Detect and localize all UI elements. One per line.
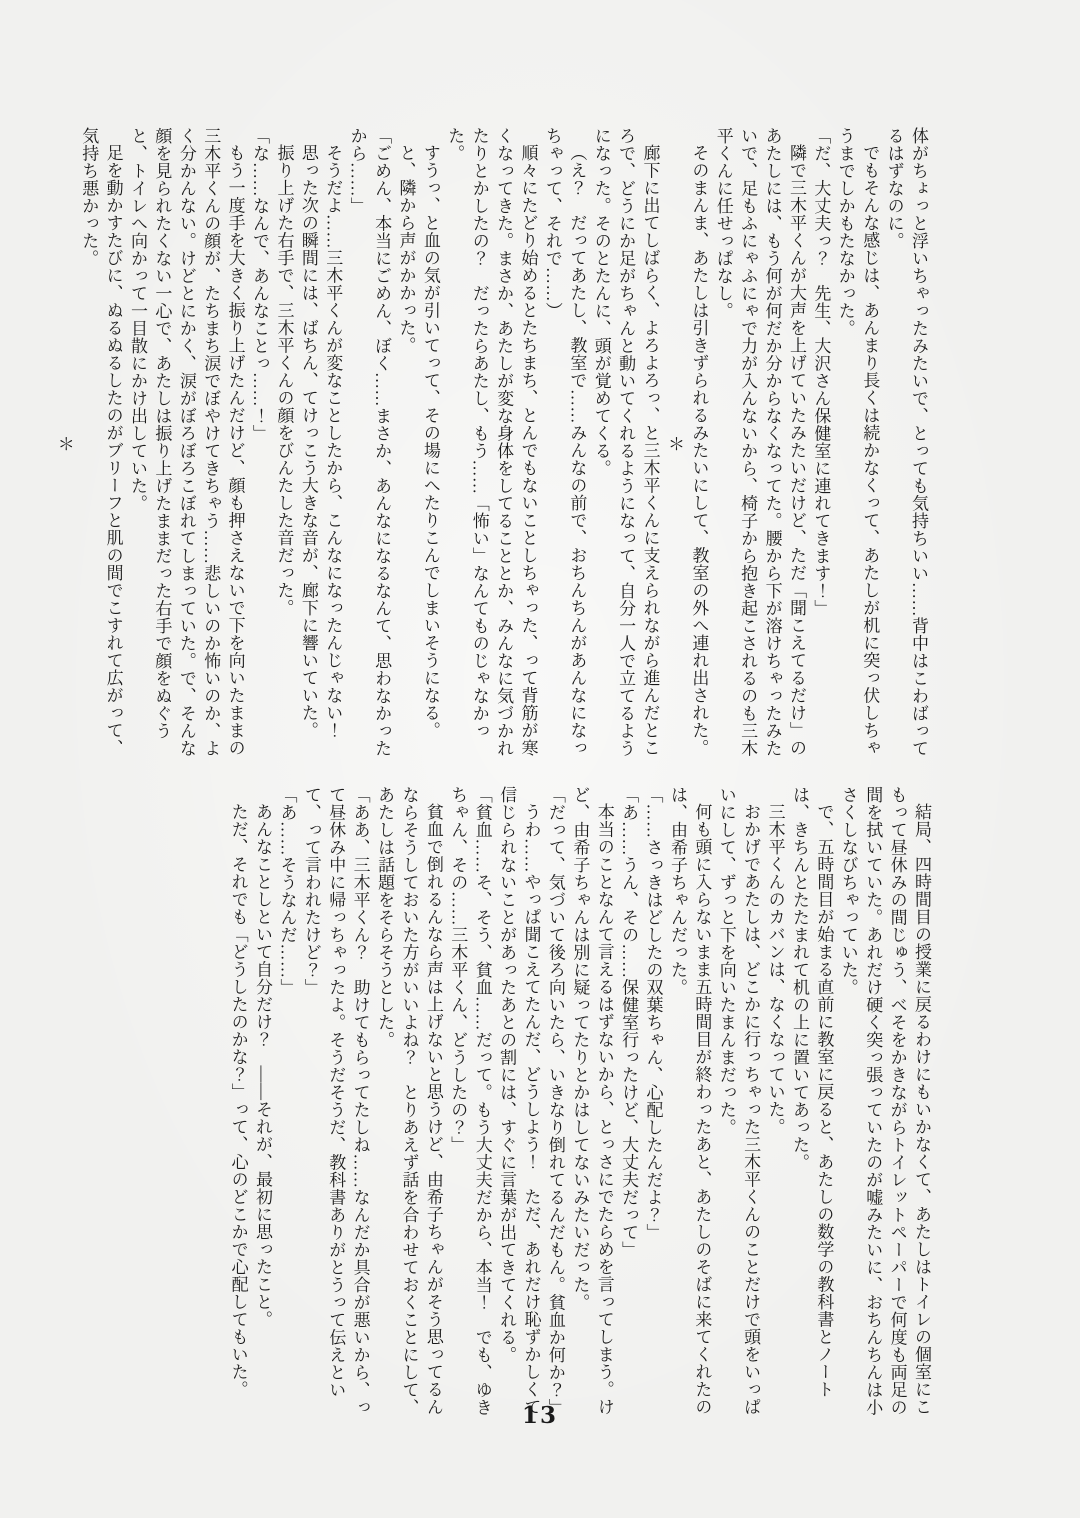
paragraph: でもそんな感じは、あんまり長くは続かなくって、あたしが机に突っ伏しちゃうまでしかもたなかった。 (835, 127, 880, 757)
paragraph: 本当のことなんて言えるはずないから、とっさにでたらめを言ってしまう。けど、由希子ちゃんは別に疑ってたりとかはしてないみたいだった。 (570, 786, 614, 1416)
page-number: 13 (521, 1402, 558, 1429)
section-separator: ＊ (54, 434, 74, 453)
paragraph: 思った次の瞬間には、ばちん、てけっこう大きな音が、廊下に響いていた。 (298, 144, 318, 739)
paragraph: 「あ……うん、その……保健室行ったけど、大丈夫だって」 (619, 786, 639, 1259)
paragraph: （え？ だってあたし、教室で……みんなの前で、おちんちんがあんなになっちゃって、それで……） (542, 127, 587, 757)
paragraph: 結局、四時間目の授業に戻るわけにもいかなくて、あたしはトイレの個室にこもって昼休みの間じゅう、べそをかきながらトイレットペーパーで何度も両足の間を拭いていた。あれだけ硬く突っ張っていたのが嘘みたいに、おちんちんは小さくしなびちゃっていた。 (838, 786, 931, 1416)
paragraph: 「ごめん、本当にごめん、ぼく……まさか、あんなになるなんて、思わなかったから……」 (347, 127, 392, 757)
paragraph: 廊下に出てしばらく、よろよろっ、と三木平くんに支えられながら進んだところで、どうにか足がちゃんと動いてくれるようになって、自分一人で立てるようになった。そのとたんに、頭が覚めてくる。 (591, 127, 660, 757)
paragraph: 「貧血……そ、そう、貧血……だって。もう大丈夫だから、本当！ でも、ゆきちゃん、その……三木平くん、どうしたの？」 (448, 786, 492, 1416)
paragraph: うわ……やっぱ聞こえてたんだ、どうしよう！ ただ、あれだけ恥ずかしくて信じられないことがあったあとの割には、すぐに言葉が出てきてくれる。 (497, 786, 541, 1416)
paragraph: 貧血で倒れるんなら声は上げないと思うけど、由希子ちゃんがそう思ってるんならそうしておいた方がいいよね？ とりあえず話を合わせておくことにして、あたしは話題をそらそうとした。 (375, 786, 443, 1416)
paragraph: 三木平くんのカバンは、なくなっていた。 (765, 803, 785, 1136)
paragraph: 「だって、気づいて後ろ向いたら、いきなり倒れてるんだもん。貧血か何か？」 (545, 786, 565, 1416)
paragraph: 何も頭に入らないまま五時間目が終わったあと、あたしのそばに来てくれたのは、由希子ちゃんだった。 (667, 786, 712, 1416)
paragraph: 「あ……そうなんだ……」 (277, 786, 297, 996)
paragraph: 「だ、大丈夫っ？ 先生、大沢さん保健室に連れてきます！」 (811, 127, 831, 617)
paragraph: 振り上げた右手で、三木平くんの顔をびんたした音だった。 (274, 144, 294, 617)
paragraph: 順々にたどり始めるとたちまち、とんでもないことしちゃった、って背筋が寒くなってきた。まさか、あたしが変な身体をしてることとか、みんなに気づかれたりとかしたの？ だったらあたし、もう……「怖い」なんてものじゃなかった。 (445, 127, 538, 757)
paragraph: あんなことしといて自分だけ？ ――それが、最初に思ったこと。 (253, 803, 273, 1328)
paragraph: すうっ、と血の気が引いてって、その場にへたりこんでしまいそうになる。 (420, 144, 440, 739)
paragraph: 体がちょっと浮いちゃったみたいで、とっても気持ちいい……背中はこわばってるはずなのに。 (884, 127, 928, 757)
paragraph: 隣で三木平くんが大声を上げていたみたいだけど、ただ「聞こえてるだけ」のあたしには、もう何が何だか分からなくなってた。腰から下が溶けちゃったみたいで、足もふにゃふにゃで力が入んないから、椅子から抱き起こされるのも三木平くんに任せっぱなし。 (713, 127, 806, 757)
paragraph: そうだよ……三木平くんが変なことしたから、こんなになったんじゃない！ (323, 144, 343, 739)
paragraph: おかげであたしは、どこかに行っちゃった三木平くんのことだけで頭をいっぱいにして、ずっと下を向いたまんまだった。 (716, 786, 761, 1416)
paragraph: と、隣から声がかかった。 (396, 144, 416, 354)
paragraph: で、五時間目が始まる直前に教室に戻ると、あたしの数学の教科書とノートは、きちんとたたまれて机の上に置いてあった。 (789, 786, 834, 1398)
paragraph: 「な……なんで、あんなことっ……！」 (250, 127, 270, 442)
text-block-top (51, 127, 930, 760)
paragraph: もう一度手を大きく振り上げたんだけど、顔も押さえないで下を向いたままの三木平くんの顔が、たちまち涙でぼやけてきちゃう……悲しいのか怖いのか、よく分かんない。けどとにかく、涙がぼろぼろこぼれてしまっていた。で、そんな顔を見られたくない一心で、あたしは振り上げたままだった右手で顔をぬぐうと、トイレへ向かって一目散にかけ出していた。 (128, 127, 245, 757)
section-separator: ＊ (664, 434, 684, 453)
paragraph: 足を動かすたびに、ぬるぬるしたのがブリーフと肌の間でこすれて広がって、気持ち悪かった。 (79, 127, 123, 757)
paragraph: そのまんま、あたしは引きずられるみたいにして、教室の外へ連れ出された。 (689, 144, 709, 757)
paragraph: 「……さっきはどしたの双葉ちゃん、心配したんだよ？」 (643, 786, 663, 1241)
paragraph: ただ、それでも「どうしたのかな？」って、心のどこかで心配してもいた。 (228, 803, 248, 1398)
text-block-bottom (225, 786, 933, 1419)
paragraph: 「ああ、三木平くん？ 助けてもらってたしね……なんだか具合が悪いから、って昼休み中に帰っちゃったよ。そうだそうだ、教科書ありがとうって伝えといて、って言われたけど？」 (301, 786, 370, 1416)
